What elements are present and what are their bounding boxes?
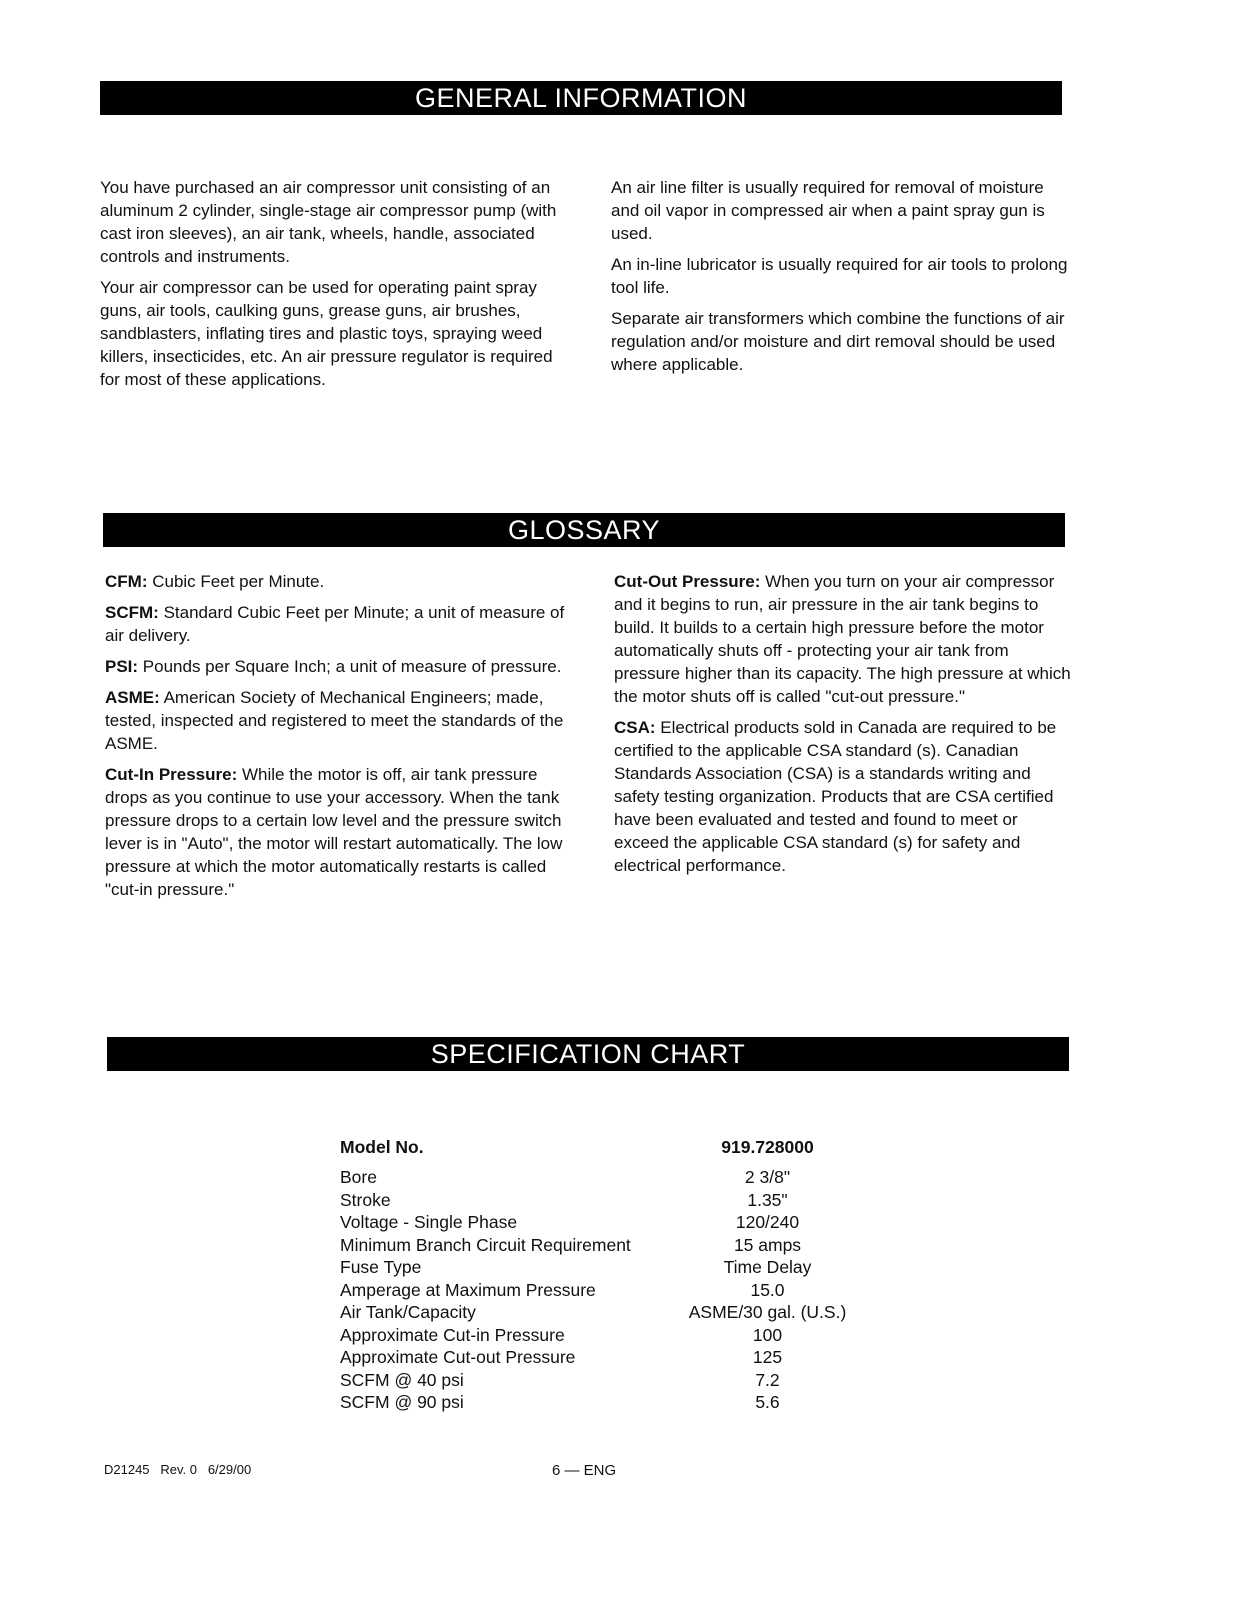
glossary-left-column (105, 570, 565, 909)
glossary-entry (105, 601, 565, 647)
glossary-definition: When you turn on your air compressor and it begins to run, air pressure in the air tank begins to build. It builds to a certain high pressure before the motor automatically shuts off - protecting your air tank from pressure higher than its capacity. The high pressure at which the motor shuts off is called "cut-out pressure." (614, 572, 1071, 706)
spec-label: Fuse Type (340, 1257, 422, 1277)
spec-value: 7.2 (755, 1369, 780, 1390)
glossary-term: Cut-In Pressure: (105, 765, 238, 784)
table-row (340, 1279, 850, 1302)
spec-label: Approximate Cut-out Pressure (340, 1347, 576, 1367)
specification-chart-header: SPECIFICATION CHART (107, 1037, 1069, 1071)
model-label: Model No. (340, 1137, 424, 1157)
table-row (340, 1256, 850, 1279)
glossary-term: SCFM: (105, 603, 159, 622)
glossary-right-column (614, 570, 1074, 885)
general-information-left-column (100, 176, 560, 399)
table-row (340, 1166, 850, 1189)
spec-value: 5.6 (755, 1392, 780, 1412)
glossary-term: ASME: (105, 688, 160, 707)
table-header-row (340, 1136, 850, 1166)
glossary-entry (614, 570, 1074, 708)
model-number: 919.728000 (721, 1137, 814, 1157)
paragraph: You have purchased an air compressor unit consisting of an aluminum 2 cylinder, single-stage air compressor pump (with cast iron sleeves), an air tank, wheels, handle, associated controls and instruments. (100, 178, 557, 266)
glossary-term: CFM: (105, 572, 148, 591)
spec-label: Voltage - Single Phase (340, 1212, 518, 1232)
spec-value: 100 (752, 1324, 783, 1345)
general-information-header: GENERAL INFORMATION (100, 81, 1062, 115)
paragraph: An in-line lubricator is usually required for air tools to prolong tool life. (611, 255, 1068, 297)
glossary-definition: Standard Cubic Feet per Minute; a unit of measure of air delivery. (105, 603, 565, 645)
table-row (340, 1324, 850, 1347)
glossary-header: GLOSSARY (103, 513, 1065, 547)
spec-label: Air Tank/Capacity (340, 1302, 476, 1322)
glossary-definition: Cubic Feet per Minute. (152, 572, 325, 591)
table-row (340, 1369, 850, 1392)
glossary-entry (105, 655, 565, 678)
table-row (340, 1189, 850, 1212)
paragraph: An air line filter is usually required for removal of moisture and oil vapor in compressed air when a paint spray gun is used. (611, 178, 1045, 243)
spec-value: 1.35" (747, 1189, 788, 1210)
glossary-definition: Pounds per Square Inch; a unit of measure of pressure. (142, 657, 562, 676)
glossary-entry (105, 570, 565, 593)
document-id: D21245 Rev. 0 6/29/00 (104, 1462, 252, 1477)
spec-value: 120/240 (735, 1212, 800, 1232)
table-row (340, 1211, 850, 1234)
spec-value: 2 3/8" (744, 1167, 791, 1187)
glossary-term: PSI: (105, 657, 139, 676)
paragraph: Your air compressor can be used for operating paint spray guns, air tools, caulking guns, grease guns, air brushes, sandblasters, inflating tires and plastic toys, spraying weed killers, insecticides, etc. An air pressure regulator is required for most of these applications. (100, 278, 553, 389)
general-information-right-column (611, 176, 1071, 384)
paragraph: Separate air transformers which combine the functions of air regulation and/or moisture and dirt removal should be used where applicable. (611, 309, 1065, 374)
spec-label: Stroke (340, 1189, 391, 1210)
glossary-entry (105, 686, 565, 755)
specification-table (340, 1136, 850, 1414)
page-number: 6 — ENG (552, 1462, 617, 1479)
table-row (340, 1391, 850, 1414)
spec-label: SCFM @ 40 psi (340, 1369, 464, 1390)
glossary-entry (614, 716, 1074, 877)
table-row (340, 1301, 850, 1324)
spec-label: Minimum Branch Circuit Requirement (340, 1234, 631, 1255)
glossary-term: Cut-Out Pressure: (614, 572, 761, 591)
spec-value: ASME/30 gal. (U.S.) (688, 1302, 847, 1322)
glossary-definition: Electrical products sold in Canada are required to be certified to the applicable CSA standard (s). Canadian Standards Association (CSA) is a standards writing and safety testing organization. Products that are CSA certified have been evaluated and tested and found to meet or exceed the applicable CSA standard (s) for safety and electrical performance. (614, 718, 1057, 875)
spec-label: SCFM @ 90 psi (340, 1392, 464, 1412)
spec-value: Time Delay (723, 1257, 812, 1277)
spec-value: 125 (752, 1347, 783, 1367)
table-row (340, 1346, 850, 1369)
table-row (340, 1234, 850, 1257)
spec-value: 15 amps (733, 1234, 802, 1255)
spec-label: Approximate Cut-in Pressure (340, 1324, 565, 1345)
spec-label: Bore (340, 1167, 377, 1187)
glossary-entry (105, 763, 565, 901)
spec-value: 15.0 (750, 1279, 785, 1300)
glossary-term: CSA: (614, 718, 656, 737)
glossary-definition: While the motor is off, air tank pressure drops as you continue to use your accessory. When the tank pressure drops to a certain low level and the pressure switch lever is in "Auto", the motor will restart automatically. The low pressure at which the motor automatically restarts is called "cut-in pressure." (105, 765, 563, 899)
spec-label: Amperage at Maximum Pressure (340, 1279, 596, 1300)
glossary-definition: American Society of Mechanical Engineers; made, tested, inspected and registered to meet the standards of the ASME. (105, 688, 564, 753)
